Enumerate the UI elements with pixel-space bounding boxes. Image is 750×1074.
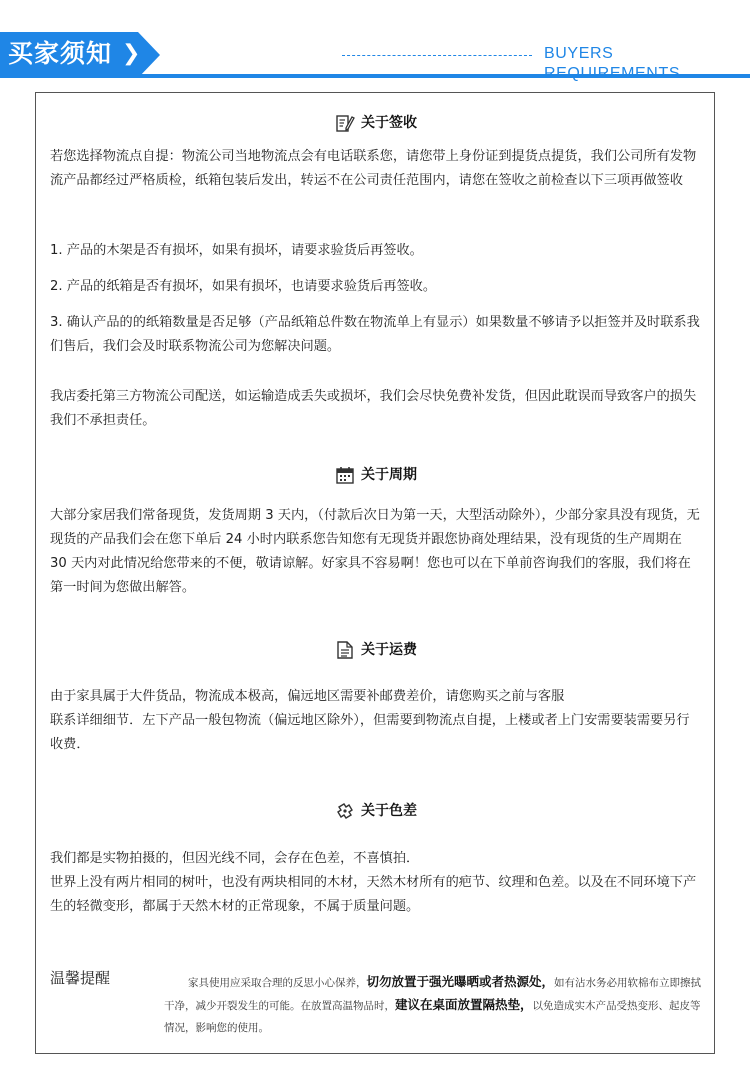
chevron-right-icon: ❯ (122, 41, 141, 66)
reminder-body (164, 971, 706, 1039)
receipt-note: 我店委托第三方物流公司配送，如运输造成丢失或损坏，我们会尽快免费补发货，但因此耽误而导致客户的损失我们不承担责任。 (50, 389, 697, 428)
section-title-color (36, 801, 716, 821)
dashed-divider (342, 55, 532, 56)
section-title-receipt (36, 113, 716, 133)
shipping-line-2: 联系详细细节．左下产品一般包物流（偏远地区除外），但需要到物流点自提，上楼或者上门安需要装需要另行收费． (50, 713, 690, 752)
pen-document-icon (335, 113, 355, 133)
reminder-bold-1: 切勿放置于强光曝晒或者热源处， (366, 974, 555, 989)
banner-title: 买家须知 (8, 39, 113, 68)
color-line-2: 世界上没有两片相同的树叶，也没有两块相同的木材，天然木材所有的疤节、纹理和色差。以及在不同环境下产生的轻微变形，都属于天然木材的正常现象，不属于质量问题。 (50, 875, 697, 914)
cycle-body: 大部分家居我们常备现货，发货周期 3 天内，（付款后次日为第一天，大型活动除外），少部分家具没有现货，无现货的产品我们会在您下单后 24 小时内联系您告知您有无现货并跟您协商处理结果，没有现货的生产周期在 30 天内对此情况给您带来的不便，敬请谅解。好家具不容易啊！您也可以在下单前咨询我们的客服，我们将在第一时间为您做出解答。 (50, 508, 700, 595)
document-icon (335, 640, 355, 660)
receipt-item-2: 2. 产品的纸箱是否有损坏，如果有损坏，也请要求验货后再签收。 (50, 279, 437, 294)
section-title-shipping (36, 640, 716, 660)
calendar-icon (335, 465, 355, 485)
buyer-notice-box (35, 92, 715, 1054)
reminder-text-3: 以免造成实木产品受热变形、起皮等情况，影响您的使用。 (164, 1000, 701, 1034)
section-title-label: 关于周期 (361, 467, 417, 483)
color-line-1: 我们都是实物拍摄的，但因光线不同，会存在色差，不喜慎拍． (50, 851, 420, 866)
banner-subtitle: BUYERS REQUIREMENTS (544, 45, 681, 82)
section-title-cycle (36, 465, 716, 485)
receipt-intro: 若您选择物流点自提：物流公司当地物流点会有电话联系您，请您带上身份证到提货点提货，我们公司所有发物流产品都经过严格质检，纸箱包装后发出，转运不在公司责任范围内，请您在签收之前检查以下三项再做签收 (50, 149, 697, 188)
shipping-line-1: 由于家具属于大件货品，物流成本极高，偏远地区需要补邮费差价，请您购买之前与客服 (50, 689, 565, 704)
reminder-title: 温馨提醒 (50, 969, 111, 987)
header-banner (0, 0, 750, 80)
reminder-text-1: 家具使用应采取合理的反思小心保养， (188, 977, 367, 989)
section-title-label: 关于色差 (361, 803, 417, 819)
puzzle-icon (335, 801, 355, 821)
reminder-text-2: 如有沾水务必用软棉布立即擦拭干净，减少开裂发生的可能。在放置高温物品时， (164, 977, 702, 1012)
reminder-bold-2: 建议在桌面放置隔热垫， (395, 997, 533, 1012)
receipt-item-3: 3. 确认产品的的纸箱数量是否足够（产品纸箱总件数在物流单上有显示）如果数量不够请予以拒签并及时联系我们售后，我们会及时联系物流公司为您解决问题。 (50, 315, 700, 354)
receipt-item-1: 1. 产品的木架是否有损坏，如果有损坏，请要求验货后再签收。 (50, 243, 423, 258)
section-title-label: 关于运费 (361, 642, 417, 658)
section-title-label: 关于签收 (361, 115, 417, 131)
